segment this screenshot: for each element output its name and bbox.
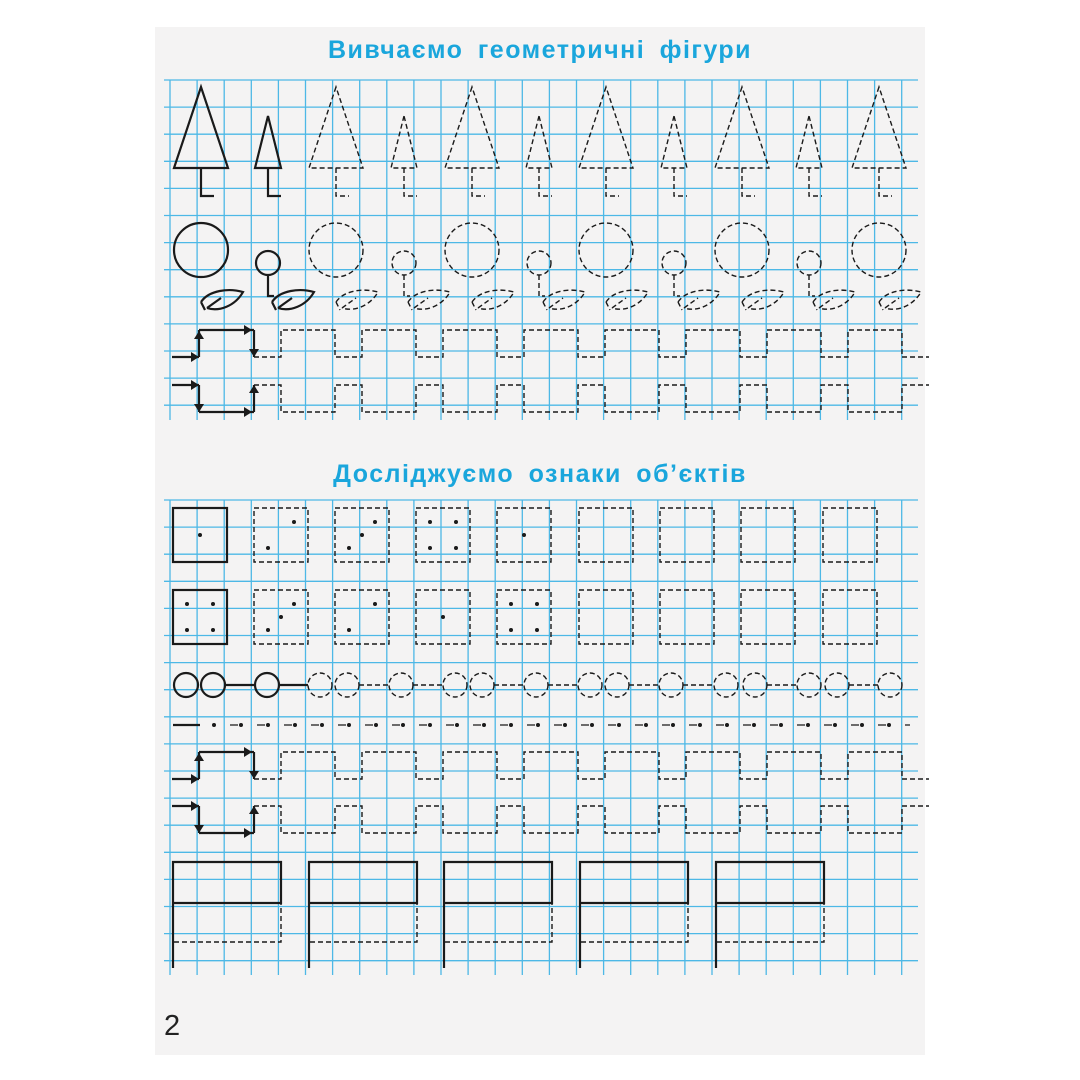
tree-shape [391, 116, 417, 196]
tree-shape [526, 116, 552, 196]
flag-trace [444, 903, 552, 942]
tree-shape [579, 87, 633, 196]
line-dot [752, 723, 756, 727]
leaf-shape [201, 290, 243, 310]
dot [360, 533, 364, 537]
line-dot [239, 723, 243, 727]
line-dot [293, 723, 297, 727]
flag-trace [309, 903, 417, 942]
dot [292, 520, 296, 524]
line-dot [617, 723, 621, 727]
line-dot [860, 723, 864, 727]
dot [428, 546, 432, 550]
line-dot [482, 723, 486, 727]
dot [522, 533, 526, 537]
line-dot [374, 723, 378, 727]
flag-outline [580, 862, 688, 968]
dot [454, 520, 458, 524]
section-title-geometric-shapes: Вивчаємо геометричні фігури [327, 36, 753, 64]
chain-circle [255, 673, 279, 697]
small-circle [392, 251, 416, 275]
tree-triangle [715, 87, 769, 168]
arrow-head [249, 349, 259, 357]
leaf-shape [879, 290, 921, 310]
chain-circle-trace [797, 673, 821, 697]
dot [266, 546, 270, 550]
flag-shape [444, 862, 552, 968]
flower-stem [809, 275, 815, 296]
arrow-head [191, 801, 199, 811]
tree-shape [852, 87, 906, 196]
page-number: 2 [164, 1010, 181, 1042]
line-dot [347, 723, 351, 727]
arrow-path-pattern [172, 747, 929, 838]
tree-shape [445, 87, 499, 196]
dot [198, 533, 202, 537]
tree-trunk [404, 168, 417, 196]
tree-shape [796, 116, 822, 196]
dot [428, 520, 432, 524]
tree-triangle [391, 116, 417, 168]
dot [266, 628, 270, 632]
flag-trace [580, 903, 688, 942]
tree-shape [255, 116, 281, 196]
arrow-head [194, 404, 204, 412]
line-dot [320, 723, 324, 727]
line-dot [887, 723, 891, 727]
flag-trace [173, 903, 281, 942]
arrow-head [194, 753, 204, 761]
flag-outline [309, 862, 417, 968]
line-dot [428, 723, 432, 727]
tree-triangle [579, 87, 633, 168]
line-dot [509, 723, 513, 727]
tree-pattern-row [174, 87, 906, 196]
dot [535, 628, 539, 632]
big-circle [852, 223, 906, 277]
arrow-trace-path [254, 385, 929, 412]
chain-circle-trace [443, 673, 467, 697]
flag-shape [716, 862, 824, 968]
flag-outline [173, 862, 281, 968]
tree-trunk [336, 168, 349, 196]
line-dot [833, 723, 837, 727]
line-dot [779, 723, 783, 727]
arrow-head [194, 331, 204, 339]
leaf-shape [813, 290, 855, 310]
flower-stem [268, 275, 274, 296]
flag-outline [444, 862, 552, 968]
tree-shape [661, 116, 687, 196]
tree-trunk [472, 168, 485, 196]
dot [347, 628, 351, 632]
chain-circle-trace [335, 673, 359, 697]
dot [509, 602, 513, 606]
tree-triangle [309, 87, 363, 168]
tree-triangle [796, 116, 822, 168]
arrow-head [249, 771, 259, 779]
section-title-object-features: Досліджуємо ознаки об’єктів [333, 460, 747, 488]
line-dot [212, 723, 216, 727]
small-circle [662, 251, 686, 275]
line-dot [806, 723, 810, 727]
tree-triangle [174, 87, 228, 168]
arrow-head [191, 352, 199, 362]
chain-circle-trace [470, 673, 494, 697]
tree-triangle [445, 87, 499, 168]
big-circle [445, 223, 499, 277]
dot [509, 628, 513, 632]
tree-triangle [255, 116, 281, 168]
flag-shape [580, 862, 688, 968]
small-circle [797, 251, 821, 275]
dot [373, 602, 377, 606]
tree-shape [309, 87, 363, 196]
tree-triangle [661, 116, 687, 168]
big-circle [579, 223, 633, 277]
arrow-head [191, 774, 199, 784]
small-circle [527, 251, 551, 275]
flower-shape [797, 251, 855, 310]
dash-dot-line [173, 723, 910, 727]
arrow-head [249, 385, 259, 393]
chain-circle-trace [659, 673, 683, 697]
flag-outline [716, 862, 824, 968]
tree-shape [174, 87, 228, 196]
line-dot [455, 723, 459, 727]
dot [535, 602, 539, 606]
leaf-shape [742, 290, 784, 310]
line-dot [590, 723, 594, 727]
arrow-trace-path [254, 752, 929, 779]
chain-circle-trace [714, 673, 738, 697]
arrow-path-pattern [172, 325, 929, 417]
dot [211, 628, 215, 632]
tree-trunk [606, 168, 619, 196]
chain-circle-trace [878, 673, 902, 697]
chain-circle [201, 673, 225, 697]
tree-shape [715, 87, 769, 196]
big-circle [715, 223, 769, 277]
chain-circle-trace [578, 673, 602, 697]
arrow-trace-path [254, 806, 929, 833]
big-circle [174, 223, 228, 277]
arrow-head [194, 825, 204, 833]
flower-shape [662, 251, 720, 310]
chain-circle-trace [743, 673, 767, 697]
big-circle [309, 223, 363, 277]
line-dot [536, 723, 540, 727]
flower-stem [539, 275, 545, 296]
dot [185, 628, 189, 632]
dot [279, 615, 283, 619]
line-dot [698, 723, 702, 727]
dot [454, 546, 458, 550]
tree-trunk [201, 168, 214, 196]
small-circle [256, 251, 280, 275]
arrow-head [249, 806, 259, 814]
tree-trunk [879, 168, 892, 196]
grid-section-1 [164, 80, 918, 420]
dot [211, 602, 215, 606]
tree-triangle [852, 87, 906, 168]
leaf-shape [472, 290, 514, 310]
dot [292, 602, 296, 606]
line-dot [644, 723, 648, 727]
flag-shape [173, 862, 281, 968]
dot [441, 615, 445, 619]
chain-circle-trace [389, 673, 413, 697]
chain-circle [174, 673, 198, 697]
chain-circle-trace [605, 673, 629, 697]
chain-circle-trace [308, 673, 332, 697]
leaf-shape [336, 290, 378, 310]
line-dot [563, 723, 567, 727]
arrow-trace-path [254, 330, 929, 357]
line-dot [671, 723, 675, 727]
flower-stem [404, 275, 410, 296]
dot [347, 546, 351, 550]
flag-pattern [173, 862, 824, 968]
leaf-shape [606, 290, 648, 310]
flag-trace [716, 903, 824, 942]
arrow-head [191, 380, 199, 390]
line-dot [401, 723, 405, 727]
flag-shape [309, 862, 417, 968]
tree-trunk [742, 168, 755, 196]
line-dot [266, 723, 270, 727]
tree-triangle [526, 116, 552, 168]
chain-circle-trace [825, 673, 849, 697]
dot [373, 520, 377, 524]
chain-circle-trace [524, 673, 548, 697]
dot [185, 602, 189, 606]
line-dot [725, 723, 729, 727]
flower-stem [674, 275, 680, 296]
